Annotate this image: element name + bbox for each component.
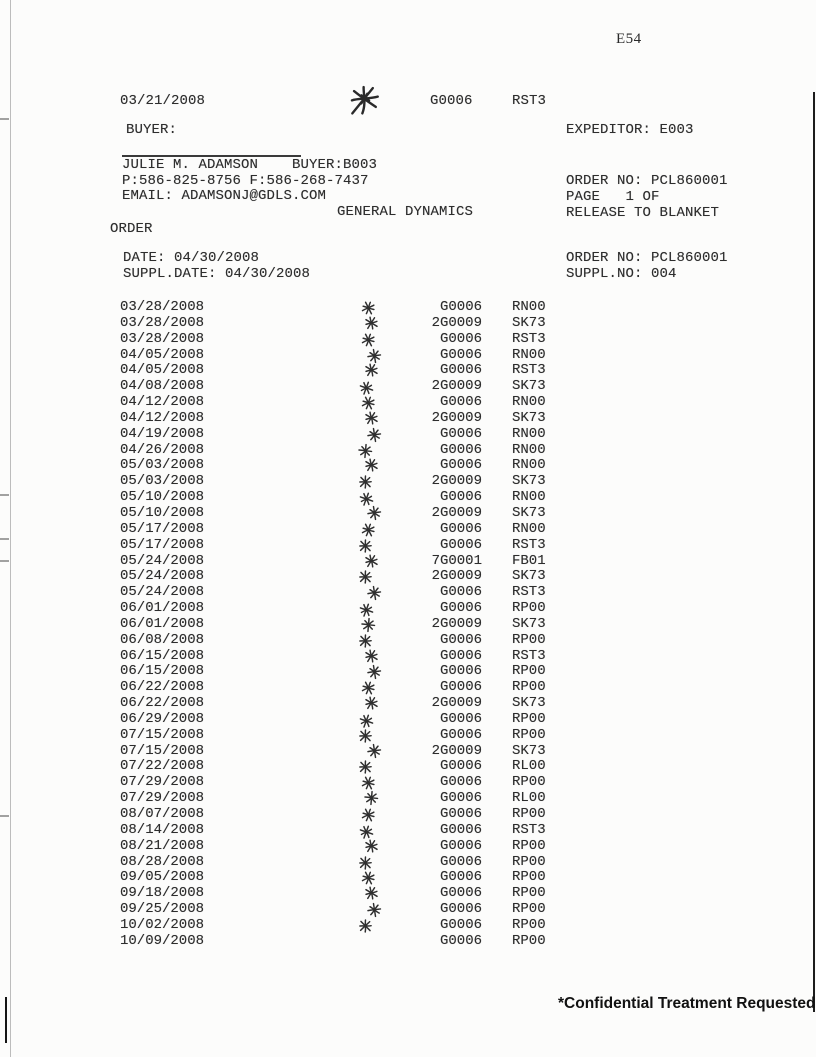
schedule-date: 06/22/2008 (120, 695, 205, 712)
schedule-part-code: 2G0009 (431, 378, 482, 395)
schedule-status-code: RP00 (512, 600, 546, 617)
buyer-phone-line: P:586-825-8756 F:586-268-7437 (122, 173, 369, 189)
page-label: E54 (616, 31, 642, 47)
schedule-row (120, 918, 590, 934)
schedule-part-code: G0006 (439, 679, 482, 696)
schedule-date: 05/24/2008 (120, 584, 205, 601)
schedule-date: 08/07/2008 (120, 806, 205, 822)
schedule-part-code: G0006 (439, 520, 482, 537)
schedule-row (120, 633, 590, 649)
handwritten-check-icon (363, 362, 381, 379)
schedule-date: 10/02/2008 (120, 916, 205, 933)
schedule-part-code: 2G0009 (431, 409, 482, 426)
company-name: GENERAL DYNAMICS (337, 204, 474, 220)
schedule-row (120, 316, 590, 332)
schedule-date: 04/12/2008 (120, 394, 205, 411)
schedule-row (120, 474, 590, 490)
schedule-part-code: G0006 (439, 790, 482, 807)
schedule-part-code: 2G0009 (431, 742, 482, 759)
handwritten-check-icon (358, 475, 373, 489)
schedule-part-code: G0006 (439, 758, 482, 775)
schedule-date: 07/29/2008 (120, 790, 205, 807)
schedule-date: 04/19/2008 (120, 425, 205, 442)
schedule-status-code: RP00 (512, 916, 546, 933)
schedule-row (120, 506, 590, 522)
schedule-part-code: G0006 (439, 299, 482, 315)
schedule-part-code: 2G0009 (431, 615, 482, 632)
schedule-row (120, 490, 590, 506)
handwritten-scribble-icon (346, 81, 383, 118)
scan-edge-line-left (10, 0, 11, 1057)
schedule-row (120, 585, 590, 601)
schedule-part-code: G0006 (439, 726, 482, 743)
handwritten-check-icon (358, 729, 373, 743)
schedule-date: 10/09/2008 (120, 932, 205, 949)
schedule-row (120, 712, 590, 728)
schedule-row (120, 759, 590, 775)
schedule-date: 05/10/2008 (120, 504, 205, 521)
handwritten-check-icon (358, 634, 373, 648)
buyer-name-line: JULIE M. ADAMSON BUYER:B003 (122, 157, 378, 173)
schedule-status-code: RN00 (512, 457, 546, 474)
scan-tick (0, 494, 9, 496)
schedule-status-code: RP00 (512, 679, 546, 696)
schedule-date: 07/15/2008 (120, 726, 205, 743)
expeditor-line: EXPEDITOR: E003 (566, 122, 694, 138)
schedule-row (120, 886, 590, 902)
scan-tick (0, 538, 9, 540)
schedule-date: 04/05/2008 (120, 362, 205, 379)
schedule-date: 03/28/2008 (120, 330, 205, 347)
schedule-row (120, 934, 590, 950)
schedule-row (120, 839, 590, 855)
schedule-status-code: RP00 (512, 853, 546, 870)
buyer-email-line: EMAIL: ADAMSONJ@GDLS.COM (122, 188, 327, 204)
schedule-row (120, 395, 590, 411)
schedule-row (120, 411, 590, 427)
delivery-schedule-table (120, 300, 590, 950)
schedule-row (120, 554, 590, 570)
schedule-part-code: G0006 (439, 885, 482, 902)
schedule-row (120, 569, 590, 585)
schedule-status-code: SK73 (512, 695, 546, 712)
schedule-part-code: 2G0009 (431, 314, 482, 331)
schedule-part-code: G0006 (439, 821, 482, 838)
schedule-status-code: SK73 (512, 378, 546, 395)
schedule-date: 03/28/2008 (120, 314, 205, 331)
schedule-status-code: RST3 (512, 647, 546, 664)
schedule-status-code: RP00 (512, 774, 546, 791)
schedule-status-code: RP00 (512, 806, 546, 822)
schedule-date: 08/28/2008 (120, 853, 205, 870)
schedule-row (120, 728, 590, 744)
schedule-row (120, 348, 590, 364)
schedule-date: 05/10/2008 (120, 489, 205, 506)
schedule-status-code: RL00 (512, 758, 546, 775)
schedule-date: 06/15/2008 (120, 663, 205, 680)
schedule-row (120, 696, 590, 712)
handwritten-check-icon (359, 331, 378, 349)
schedule-row (120, 300, 590, 316)
schedule-status-code: RST3 (512, 536, 546, 553)
schedule-date: 07/15/2008 (120, 742, 205, 759)
schedule-date: 05/03/2008 (120, 457, 205, 474)
schedule-status-code: RP00 (512, 869, 546, 886)
schedule-part-code: G0006 (439, 901, 482, 918)
supplement-date-line: DATE: 04/30/2008 (123, 250, 260, 266)
order-wrap-word: ORDER (110, 221, 153, 237)
schedule-part-code: G0006 (439, 489, 482, 506)
schedule-row (120, 680, 590, 696)
schedule-status-code: SK73 (512, 742, 546, 759)
schedule-row (120, 870, 590, 886)
handwritten-check-icon (358, 856, 373, 870)
schedule-row (120, 538, 590, 554)
schedule-date: 09/18/2008 (120, 885, 205, 902)
schedule-part-code: G0006 (439, 932, 482, 949)
schedule-date: 05/17/2008 (120, 520, 205, 537)
schedule-part-code: 7G0001 (431, 552, 482, 569)
schedule-row (120, 379, 590, 395)
schedule-status-code: SK73 (512, 568, 546, 585)
schedule-part-code: 2G0009 (431, 695, 482, 712)
schedule-date: 03/28/2008 (120, 299, 205, 315)
schedule-part-code: 2G0009 (431, 504, 482, 521)
schedule-date: 06/22/2008 (120, 679, 205, 696)
schedule-row (120, 522, 590, 538)
schedule-part-code: G0006 (439, 647, 482, 664)
handwritten-check-icon (363, 457, 381, 474)
schedule-status-code: RN00 (512, 520, 546, 537)
supplement-order-no-line: ORDER NO: PCL860001 (566, 250, 728, 266)
release-to-blanket-line: RELEASE TO BLANKET (566, 205, 720, 221)
handwritten-check-icon (358, 760, 373, 774)
schedule-status-code: SK73 (512, 409, 546, 426)
schedule-date: 06/29/2008 (120, 710, 205, 727)
schedule-date: 06/15/2008 (120, 647, 205, 664)
schedule-date: 06/01/2008 (120, 615, 205, 632)
schedule-status-code: SK73 (512, 615, 546, 632)
handwritten-check-icon (358, 570, 373, 584)
handwritten-check-icon (359, 806, 378, 824)
schedule-row (120, 855, 590, 871)
schedule-date: 04/08/2008 (120, 378, 205, 395)
schedule-date: 05/03/2008 (120, 473, 205, 490)
page-of-line: PAGE 1 OF (566, 189, 660, 205)
schedule-status-code: RST3 (512, 362, 546, 379)
schedule-status-code: RN00 (512, 425, 546, 442)
schedule-row (120, 775, 590, 791)
schedule-status-code: RP00 (512, 663, 546, 680)
schedule-status-code: RP00 (512, 837, 546, 854)
schedule-status-code: RN00 (512, 489, 546, 506)
schedule-date: 05/24/2008 (120, 568, 205, 585)
buyer-label: BUYER: (126, 122, 178, 138)
handwritten-check-icon (358, 919, 373, 933)
handwritten-check-icon (364, 741, 384, 761)
scan-edge-line-bottom-left (5, 997, 7, 1043)
schedule-status-code: RN00 (512, 441, 546, 458)
schedule-row (120, 332, 590, 348)
schedule-date: 06/08/2008 (120, 631, 205, 648)
handwritten-check-icon (358, 539, 373, 553)
schedule-part-code: G0006 (439, 853, 482, 870)
schedule-part-code: G0006 (439, 710, 482, 727)
schedule-part-code: G0006 (439, 441, 482, 458)
schedule-date: 09/05/2008 (120, 869, 205, 886)
schedule-status-code: RN00 (512, 346, 546, 363)
schedule-part-code: G0006 (439, 663, 482, 680)
handwritten-check-icon (363, 314, 381, 331)
order-no-line: ORDER NO: PCL860001 (566, 173, 728, 189)
schedule-status-code: RP00 (512, 901, 546, 918)
schedule-row (120, 664, 590, 680)
schedule-row (120, 791, 590, 807)
schedule-part-code: G0006 (439, 362, 482, 379)
schedule-date: 05/24/2008 (120, 552, 205, 569)
schedule-status-code: RN00 (512, 299, 546, 315)
schedule-row (120, 601, 590, 617)
schedule-date: 04/12/2008 (120, 409, 205, 426)
schedule-status-code: SK73 (512, 473, 546, 490)
handwritten-check-icon (359, 521, 378, 539)
supplement-suppl-date-line: SUPPL.DATE: 04/30/2008 (123, 266, 311, 282)
schedule-status-code: SK73 (512, 314, 546, 331)
scan-tick (0, 118, 9, 120)
schedule-status-code: RP00 (512, 710, 546, 727)
schedule-part-code: G0006 (439, 600, 482, 617)
schedule-date: 08/14/2008 (120, 821, 205, 838)
handwritten-check-icon (363, 837, 381, 854)
handwritten-check-icon (363, 552, 381, 569)
schedule-part-code: G0006 (439, 584, 482, 601)
schedule-part-code: G0006 (439, 916, 482, 933)
handwritten-check-icon (363, 694, 381, 711)
header-date: 03/21/2008 (120, 93, 206, 109)
scan-tick (0, 815, 9, 817)
confidential-treatment-note: *Confidential Treatment Requested (558, 995, 816, 1012)
schedule-date: 09/25/2008 (120, 901, 205, 918)
schedule-part-code: G0006 (439, 774, 482, 791)
schedule-row (120, 902, 590, 918)
schedule-part-code: 2G0009 (431, 568, 482, 585)
schedule-part-code: G0006 (439, 330, 482, 347)
schedule-row (120, 617, 590, 633)
schedule-status-code: RP00 (512, 885, 546, 902)
schedule-status-code: RST3 (512, 330, 546, 347)
schedule-date: 08/21/2008 (120, 837, 205, 854)
schedule-status-code: RP00 (512, 631, 546, 648)
schedule-status-code: SK73 (512, 504, 546, 521)
schedule-date: 05/17/2008 (120, 536, 205, 553)
schedule-part-code: G0006 (439, 631, 482, 648)
schedule-date: 07/29/2008 (120, 774, 205, 791)
schedule-row (120, 427, 590, 443)
handwritten-check-icon (364, 503, 384, 523)
schedule-part-code: G0006 (439, 536, 482, 553)
schedule-row (120, 363, 590, 379)
schedule-date: 07/22/2008 (120, 758, 205, 775)
header-status-code: RST3 (512, 93, 547, 109)
schedule-part-code: G0006 (439, 869, 482, 886)
header-part-code: G0006 (430, 93, 473, 109)
scan-tick (0, 560, 9, 562)
schedule-row (120, 458, 590, 474)
schedule-date: 04/26/2008 (120, 441, 205, 458)
scan-edge-line-right (813, 92, 815, 1012)
schedule-status-code: RP00 (512, 932, 546, 949)
schedule-date: 04/05/2008 (120, 346, 205, 363)
schedule-part-code: G0006 (439, 346, 482, 363)
schedule-part-code: G0006 (439, 806, 482, 822)
schedule-row (120, 823, 590, 839)
schedule-status-code: RP00 (512, 726, 546, 743)
schedule-part-code: G0006 (439, 837, 482, 854)
schedule-row (120, 807, 590, 823)
schedule-status-code: RST3 (512, 584, 546, 601)
schedule-status-code: FB01 (512, 552, 546, 569)
schedule-status-code: RST3 (512, 821, 546, 838)
schedule-part-code: G0006 (439, 425, 482, 442)
supplement-suppl-no-line: SUPPL.NO: 004 (566, 266, 677, 282)
handwritten-check-icon (363, 409, 381, 426)
schedule-part-code: G0006 (439, 457, 482, 474)
schedule-part-code: G0006 (439, 394, 482, 411)
schedule-part-code: 2G0009 (431, 473, 482, 490)
schedule-status-code: RL00 (512, 790, 546, 807)
schedule-status-code: RN00 (512, 394, 546, 411)
schedule-date: 06/01/2008 (120, 600, 205, 617)
